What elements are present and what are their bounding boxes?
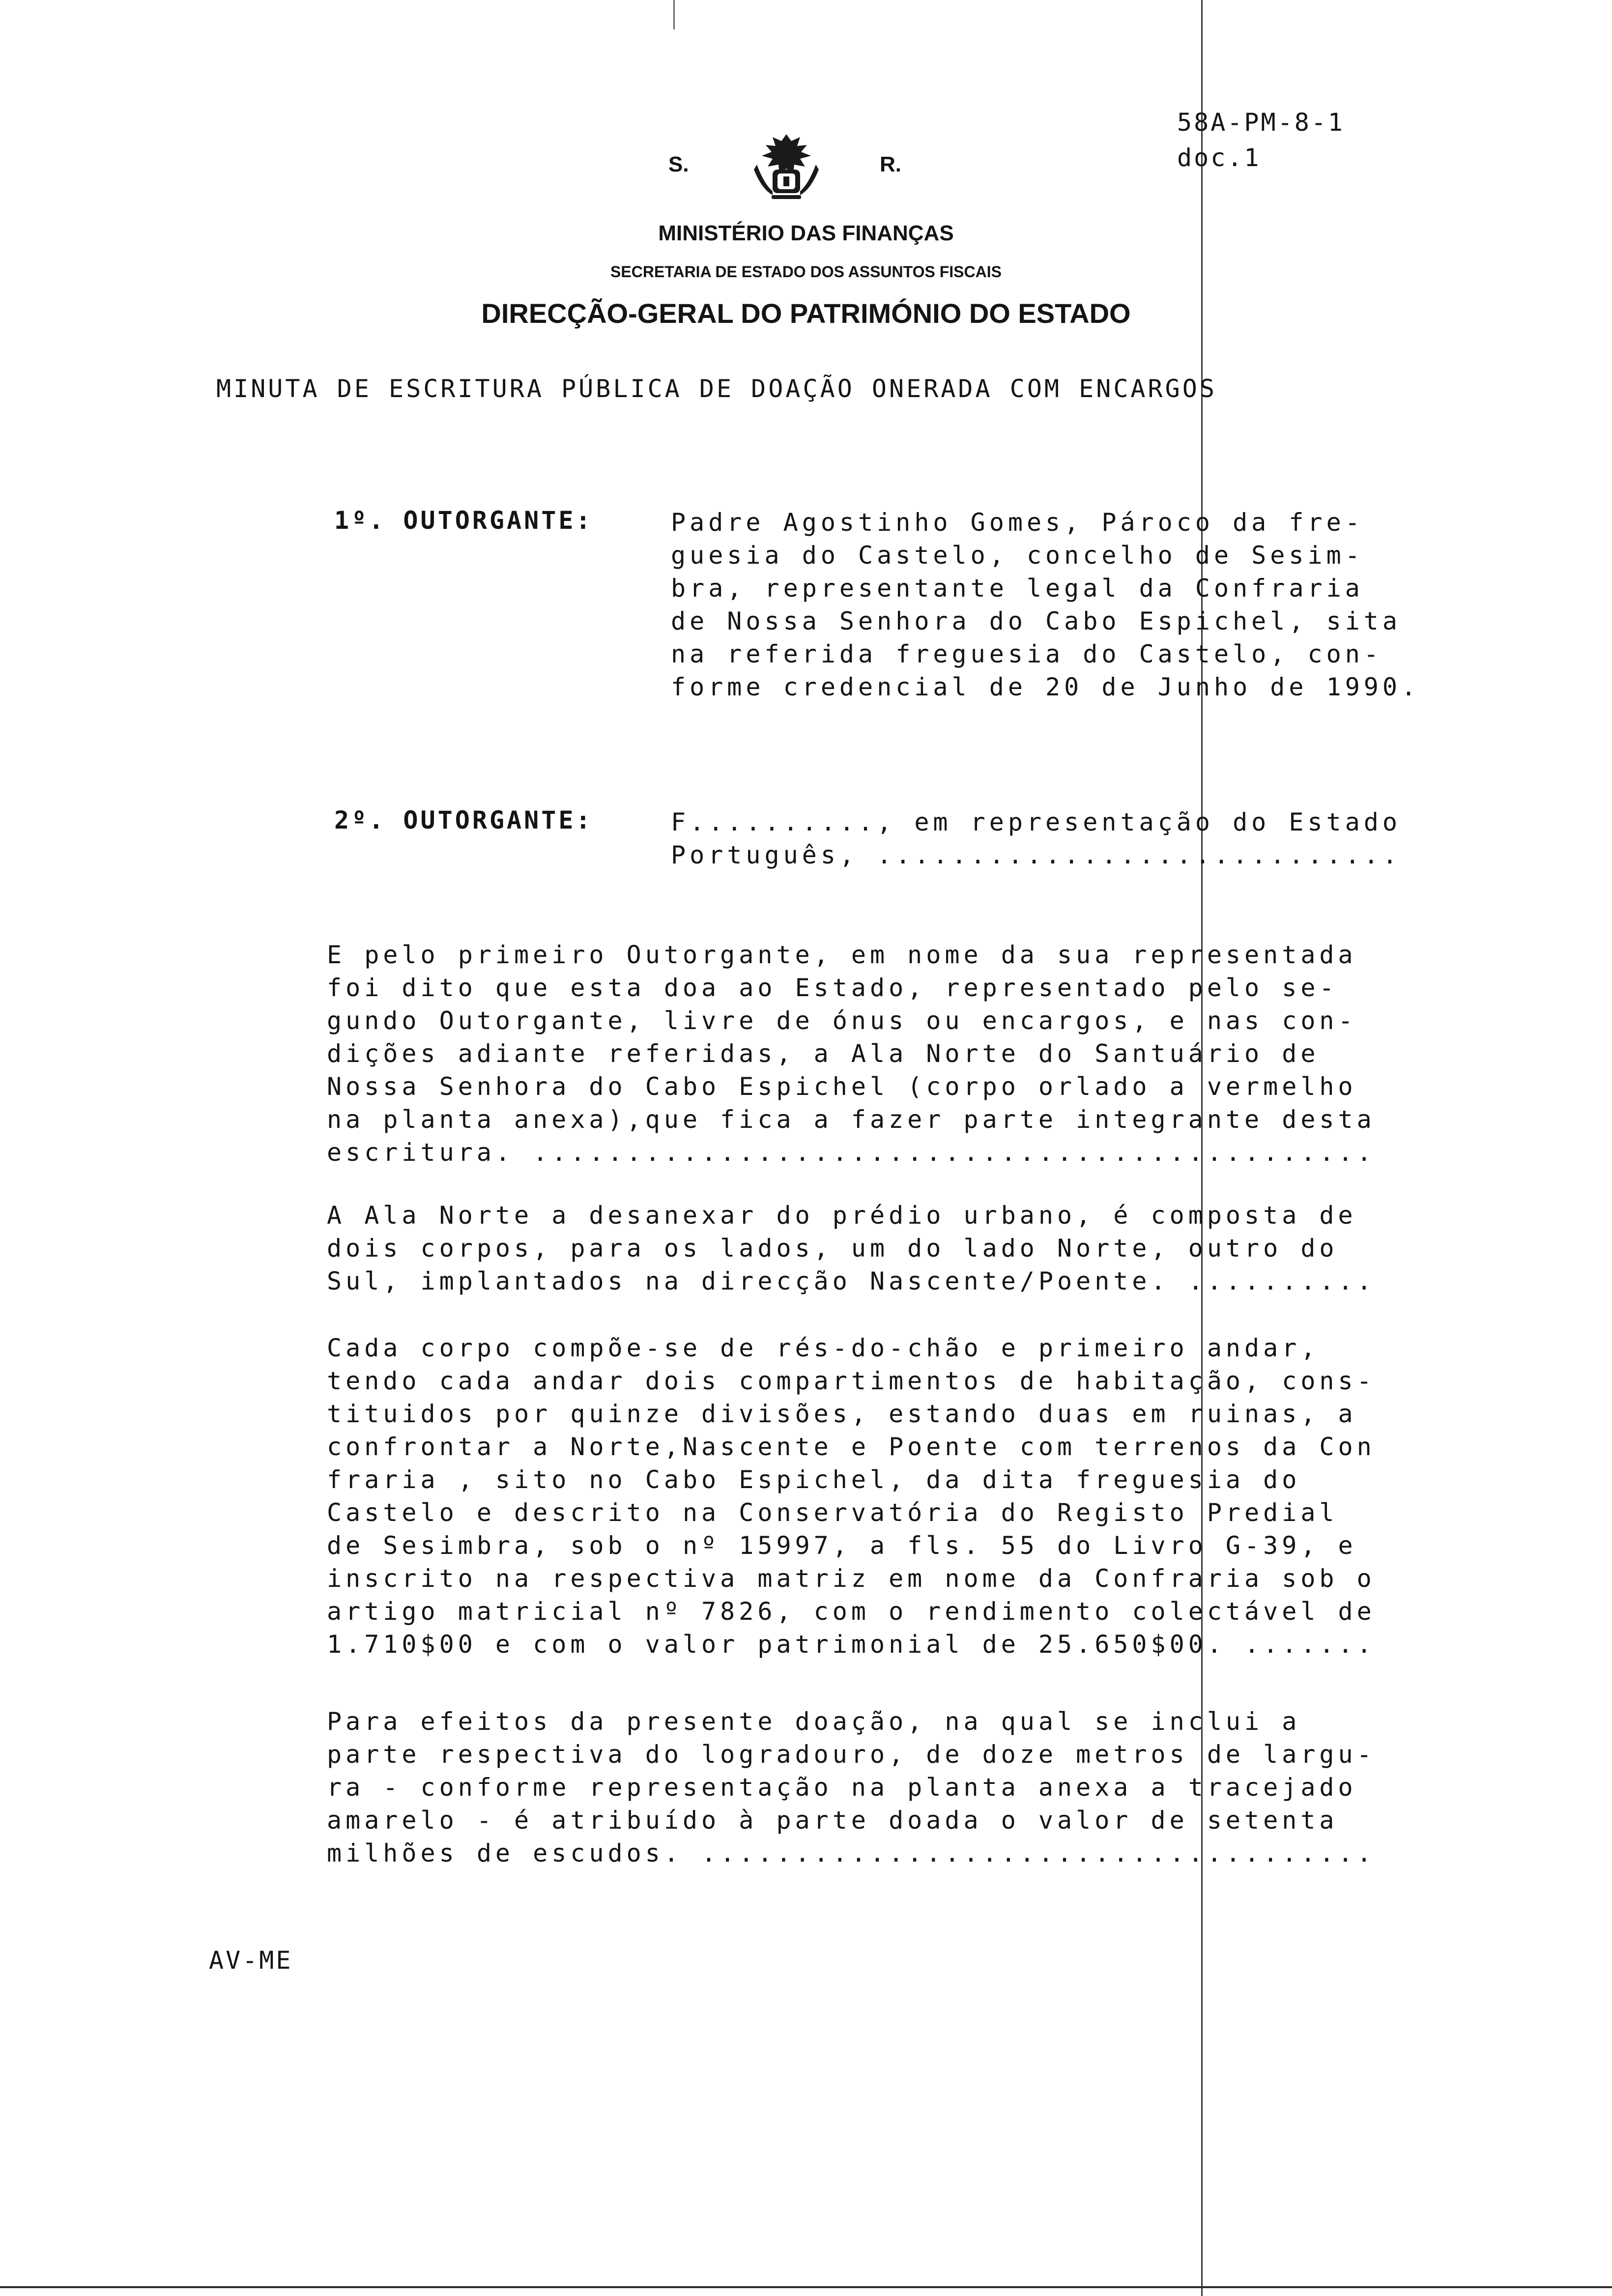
text-line: Padre Agostinho Gomes, Pároco da fre- [671,508,1364,537]
text-line: foi dito que esta doa ao Estado, representado pelo se- [327,974,1338,1002]
outorgante2-text [671,806,1401,872]
text-line: dois corpos, para os lados, um do lado Norte, outro do [327,1234,1338,1263]
outorgante1-label: 1º. OUTORGANTE: [334,506,593,535]
text-line: E pelo primeiro Outorgante, em nome da sua representada [327,941,1357,969]
text-line: dições adiante referidas, a Ala Norte do Santuário de [327,1039,1320,1068]
text-line: milhões de escudos. .................................... [327,1839,1376,1867]
ministry-name: MINISTÉRIO DAS FINANÇAS [658,221,954,245]
text-line: tendo cada andar dois compartimentos de habitação, cons- [327,1367,1376,1395]
sr-right-letter: R. [880,152,901,176]
coat-of-arms-icon [742,130,831,204]
text-line: escritura. ............................................. [327,1138,1376,1167]
text-line: forme credencial de 20 de Junho de 1990. [671,673,1420,701]
text-line: inscrito na respectiva matriz em nome da Confraria sob o [327,1564,1376,1593]
scan-artifact-bottom-line [0,2286,1612,2288]
text-line: 1.710$00 e com o valor patrimonial de 25.650$00. ....... [327,1630,1376,1659]
author-initials: AV-ME [209,1946,293,1975]
text-line: fraria , sito no Cabo Espichel, da dita freguesia do [327,1465,1301,1494]
text-line: na planta anexa),que fica a fazer parte integrante desta [327,1105,1376,1134]
text-line: A Ala Norte a desanexar do prédio urbano, é composta de [327,1201,1357,1230]
text-line: tituidos por quinze divisões, estando duas em ruinas, a [327,1400,1357,1428]
text-line: ra - conforme representação na planta anexa a tracejado [327,1773,1357,1802]
scan-artifact-line-top [673,0,675,29]
document-number: doc.1 [1177,144,1261,172]
text-line: F.........., em representação do Estado [671,808,1401,836]
sr-left-letter: S. [668,152,689,176]
document-title: MINUTA DE ESCRITURA PÚBLICA DE DOAÇÃO ONERADA COM ENCARGOS [216,374,1217,403]
text-line: Português, ............................ [671,841,1401,869]
text-line: bra, representante legal da Confraria [671,574,1364,603]
text-line: Castelo e descrito na Conservatória do Registo Predial [327,1498,1338,1527]
text-line: gundo Outorgante, livre de ónus ou encargos, e nas con- [327,1006,1357,1035]
paragraph-description [327,1332,1376,1661]
text-line: Nossa Senhora do Cabo Espichel (corpo orlado a vermelho [327,1072,1357,1101]
text-line: de Nossa Senhora do Cabo Espichel, sita [671,607,1401,635]
paragraph-donation [327,939,1376,1169]
text-line: na referida freguesia do Castelo, con- [671,640,1382,668]
text-line: parte respectiva do logradouro, de doze metros de largu- [327,1740,1376,1769]
text-line: confrontar a Norte,Nascente e Poente com terrenos da Con [327,1433,1376,1461]
secretaria-name: SECRETARIA DE ESTADO DOS ASSUNTOS FISCAIS [610,263,1002,281]
text-line: guesia do Castelo, concelho de Sesim- [671,541,1364,570]
text-line: Sul, implantados na direcção Nascente/Poente. .......... [327,1267,1376,1295]
paragraph-value [327,1705,1376,1870]
text-line: artigo matricial nº 7826, com o rendimento colectável de [327,1597,1376,1626]
letterhead-emblem [668,130,944,204]
text-line: Cada corpo compõe-se de rés-do-chão e primeiro andar, [327,1334,1320,1362]
outorgante1-text [671,506,1420,704]
paragraph-ala-norte [327,1199,1376,1298]
text-line: amarelo - é atribuído à parte doada o valor de setenta [327,1806,1338,1835]
direccao-geral-name: DIRECÇÃO-GERAL DO PATRIMÓNIO DO ESTADO [481,298,1131,329]
text-line: Para efeitos da presente doação, na qual se inclui a [327,1707,1301,1736]
outorgante2-label: 2º. OUTORGANTE: [334,806,593,834]
text-line: de Sesimbra, sob o nº 15997, a fls. 55 do Livro G-39, e [327,1531,1357,1560]
document-reference: 58A-PM-8-1 [1177,108,1345,137]
